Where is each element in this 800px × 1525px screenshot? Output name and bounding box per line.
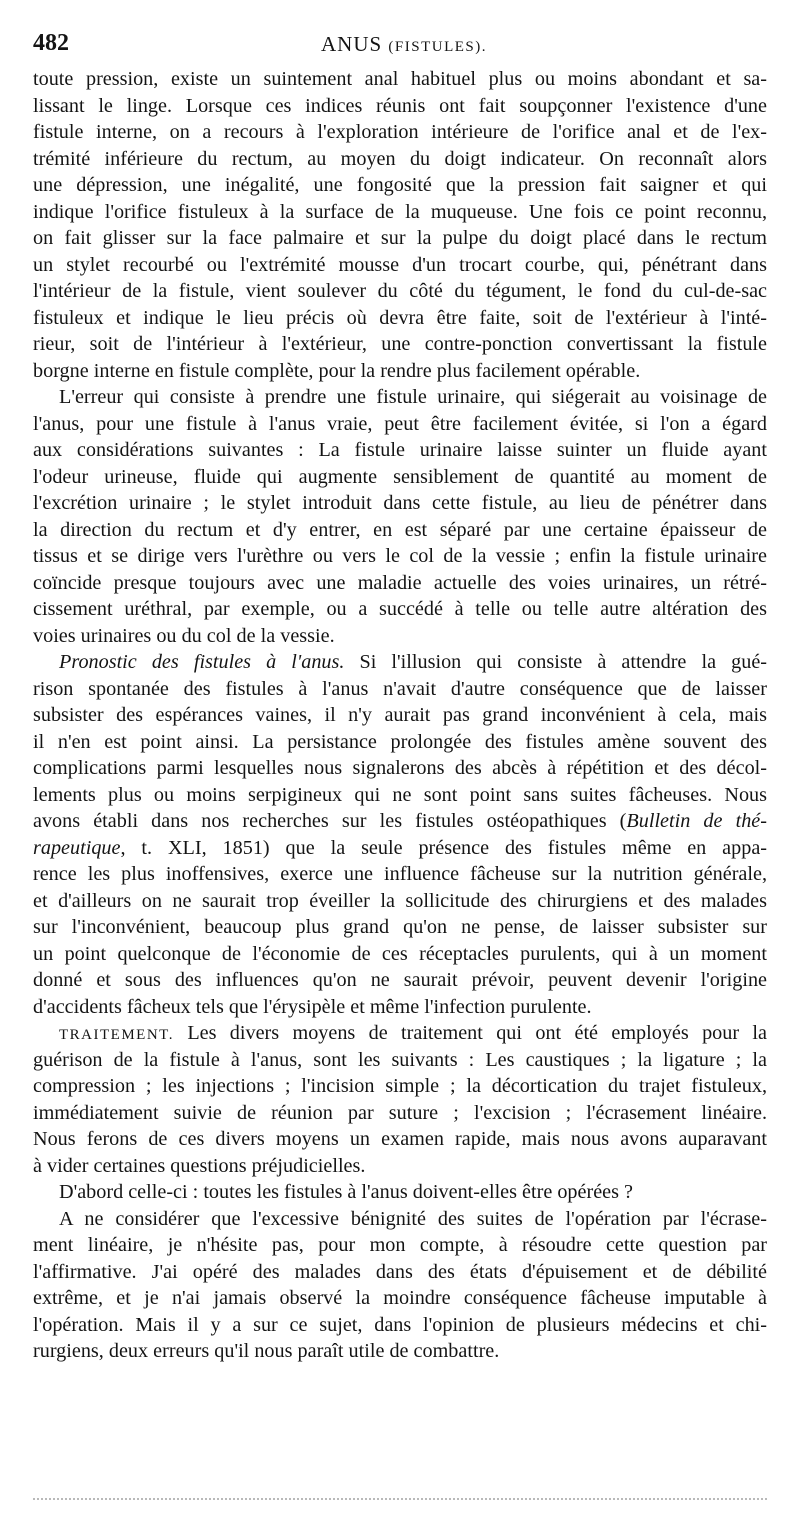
text-line: tissus et se dirige vers l'urèthre ou vers le col de la vessie ; enfin la fistule urinaire <box>33 545 767 567</box>
running-title-sub: (FISTULES). <box>388 39 488 55</box>
text-line: rurgiens, deux erreurs qu'il nous paraît utile de combattre. <box>33 1340 500 1362</box>
text-line: subsister des espérances vaines, il n'y aurait pas grand inconvénient à cela, mais <box>33 704 767 726</box>
text-line: la direction du rectum et d'y entrer, en est séparé par une certaine épaisseur de <box>33 518 767 541</box>
text-fragment: Si l'illusion qui consiste à attendre la gué- <box>359 651 768 673</box>
text-line <box>33 649 767 676</box>
text-line <box>33 808 767 835</box>
text-line: complications parmi lesquelles nous signalerons des abcès à répétition et des décol- <box>33 757 767 779</box>
text-line: extrême, et je n'ai jamais observé la moindre conséquence fâcheuse imputable à <box>33 1287 767 1309</box>
text-line <box>33 1020 767 1047</box>
text-line: trémité inférieure du rectum, au moyen du doigt indicateur. On reconnaît alors <box>33 147 767 170</box>
text-line: voies urinaires ou du col de la vessie. <box>33 624 335 647</box>
text-line: et d'ailleurs on ne saurait trop éveiller la sollicitude des chirurgiens et des malades <box>33 889 767 912</box>
text-line: coïncide presque toujours avec une maladie actuelle des voies urinaires, un rétré- <box>33 571 767 594</box>
paragraph-5 <box>33 1179 767 1206</box>
text-line: l'excrétion urinaire ; le stylet introduit dans cette fistule, au lieu de pénétrer dans <box>33 492 767 514</box>
text-line: un stylet recourbé ou l'extrémité mousse d'un trocart courbe, qui, pénétrant dans <box>33 253 767 276</box>
journal-title: Bulletin de thé- <box>626 810 767 832</box>
page-header <box>33 30 775 60</box>
text-line: on fait glisser sur la face palmaire et sur la pulpe du doigt placé dans le rectum <box>33 227 767 249</box>
text-line: indique l'orifice fistuleux à la surface de la muqueuse. Une fois ce point reconnu, <box>33 200 767 223</box>
text-line: l'affirmative. J'ai opéré des malades dans des états d'épuisement et de débilité <box>33 1260 767 1283</box>
text-line: donné et sous des influences qu'on ne saurait prévoir, peuvent devenir l'origine <box>33 969 767 991</box>
paragraph-6 <box>33 1206 767 1365</box>
text-line: d'accidents fâcheux tels que l'érysipèle et même l'infection purulente. <box>33 995 592 1018</box>
text-line: D'abord celle-ci : toutes les fistules à l'anus doivent-elles être opérées ? <box>59 1181 633 1203</box>
text-line: lements plus ou moins serpigineux qui ne sont point sans suites fâcheuses. Nous <box>33 783 767 806</box>
text-line: borgne interne en fistule complète, pour la rendre plus facilement opérable. <box>33 359 641 382</box>
text-fragment: avons établi dans nos recherches sur les fistules ostéopathiques ( <box>33 810 627 832</box>
text-line: à vider certaines questions préjudicielles. <box>33 1154 366 1177</box>
section-heading-pronostic: Pronostic des fistules à l'anus. <box>59 651 345 673</box>
text-line <box>33 835 767 862</box>
paragraph-1 <box>33 66 767 384</box>
running-title-main: ANUS <box>320 32 383 56</box>
text-line: il n'en est point ainsi. La persistance prolongée des fistules amène souvent des <box>33 730 767 753</box>
page-number: 482 <box>33 30 69 56</box>
text-line: fistuleux et indique le lieu précis où devra être faite, soit de l'extérieur à l'inté- <box>33 306 767 329</box>
text-line: lissant le linge. Lorsque ces indices réunis ont fait soupçonner l'existence d'une <box>33 94 767 117</box>
section-heading-traitement: TRAITEMENT. <box>59 1027 174 1043</box>
paragraph-2 <box>33 384 767 649</box>
text-line: cissement uréthral, par exemple, ou a succédé à telle ou telle autre altération des <box>33 598 767 620</box>
body-text <box>33 66 767 1365</box>
text-line: l'anus, pour une fistule à l'anus vraie, peut être facilement évitée, si l'on a égard <box>33 412 767 435</box>
text-line: immédiatement suivie de réunion par suture ; l'excision ; l'écrasement linéaire. <box>33 1101 767 1124</box>
paragraph-3 <box>33 649 767 1020</box>
text-line: fistule interne, on a recours à l'exploration intérieure de l'orifice anal et de l'ex- <box>33 121 767 143</box>
text-line: Nous ferons de ces divers moyens un examen rapide, mais nous avons auparavant <box>33 1128 767 1150</box>
journal-title-cont: rapeutique <box>33 836 121 859</box>
text-line: L'erreur qui consiste à prendre une fistule urinaire, qui siégerait au voisinage de <box>59 386 767 408</box>
text-line: rence les plus inoffensives, exerce une influence fâcheuse sur la nutrition générale, <box>33 863 767 885</box>
paragraph-4 <box>33 1020 767 1179</box>
page-bottom-marks <box>33 1488 767 1500</box>
text-line: A ne considérer que l'excessive bénignité des suites de l'opération par l'écrase- <box>59 1207 767 1230</box>
text-line: l'opération. Mais il y a sur ce sujet, dans l'opinion de plusieurs médecins et chi- <box>33 1313 767 1336</box>
text-line: un point quelconque de l'économie de ces réceptacles purulents, qui à un moment <box>33 942 767 965</box>
text-line: une dépression, une inégalité, une fongosité que la pression fait saigner et qui <box>33 174 767 196</box>
text-line: ment linéaire, je n'hésite pas, pour mon compte, à résoudre cette question par <box>33 1234 767 1256</box>
text-line: l'intérieur de la fistule, vient soulever du côté du tégument, le fond du cul-de-sac <box>33 280 767 302</box>
text-line: rison spontanée des fistules à l'anus n'avait d'autre conséquence que de laisser <box>33 677 767 700</box>
text-line: sur l'inconvénient, beaucoup plus grand qu'on ne pense, de laisser subsister sur <box>33 916 767 938</box>
text-fragment: Les divers moyens de traitement qui ont été employés pour la <box>187 1022 767 1044</box>
text-line: aux considérations suivantes : La fistule urinaire laisse suinter un fluide ayant <box>33 439 767 461</box>
text-line: l'odeur urineuse, fluide qui augmente sensiblement de quantité au moment de <box>33 465 767 488</box>
running-title <box>33 32 775 57</box>
text-line: rieur, soit de l'intérieur à l'extérieur, une contre-ponction convertissant la fistule <box>33 333 767 355</box>
text-line: compression ; les injections ; l'incision simple ; la décortication du trajet fistuleux, <box>33 1075 767 1097</box>
text-line: guérison de la fistule à l'anus, sont les suivants : Les caustiques ; la ligature ; la <box>33 1048 767 1071</box>
text-line: toute pression, existe un suintement anal habituel plus ou moins abondant et sa- <box>33 68 767 90</box>
text-fragment: , t. XLI, 1851) que la seule présence des fistules même en appa- <box>120 836 767 859</box>
